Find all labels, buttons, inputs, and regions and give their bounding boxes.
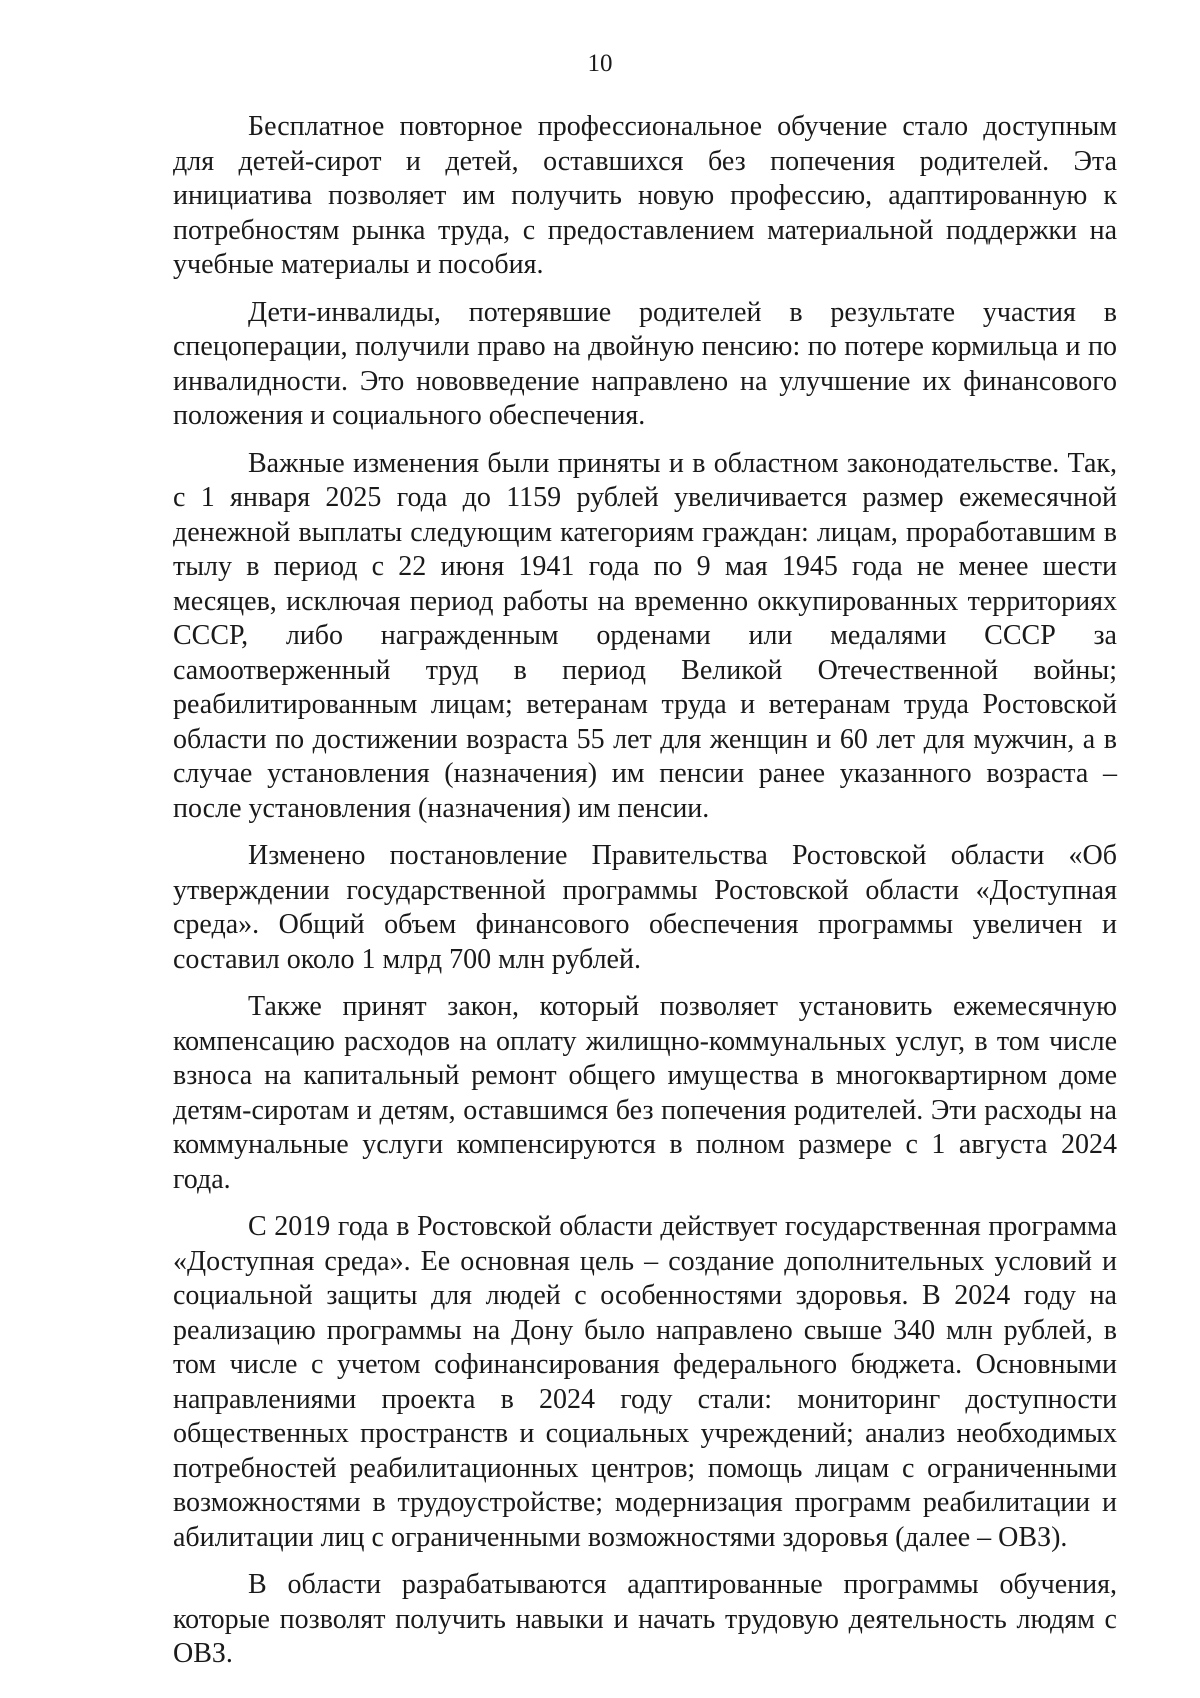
paragraph-accessible-environment-program: С 2019 года в Ростовской области действует государственная программа «Доступная среда». Ее основная цель – создание дополнительных условий и социальной защиты для людей с особенностями здоровья. В 2024 году на реализацию программы на Дону было направлено свыше 340 млн рублей, в том числе с учетом софинансирования федерального бюджета. Основными направлениями проекта в 2024 году стали: мониторинг доступности общественных пространств и социальных учреждений; анализ необходимых потребностей реабилитационных центров; помощь лицам с ограниченными возможностями в трудоустройстве; модернизация программ реабилитации и абилитации лиц с ограниченными возможностями здоровья (далее – ОВЗ). [173,1211,1117,1553]
paragraph-regional-legislation: Важные изменения были приняты и в областном законодательстве. Так, с 1 января 2025 года до 1159 рублей увеличивается размер ежемесячной денежной выплаты следующим категориям граждан: лицам, проработавшим в тылу в период с 22 июня 1941 года по 9 мая 1945 года не менее шести месяцев, исключая период работы на временно оккупированных территориях СССР, либо награжденным орденами или медалями СССР за самоотверженный труд в период Великой Отечественной войны; реабилитированным лицам; ветеранам труда и ветеранам труда Ростовской области по достижении возраста 55 лет для женщин и 60 лет для мужчин, а в случае установления (назначения) им пенсии ранее указанного возраста – после установления (назначения) им пенсии. [173,447,1117,824]
paragraph-adapted-education: В области разрабатываются адаптированные программы обучения, которые позволят получить навыки и начать трудовую деятельность людям с ОВЗ. [173,1569,1117,1669]
document-body [173,110,1117,1685]
page-number: 10 [587,50,613,77]
paragraph-accessible-environment-resolution: Изменено постановление Правительства Ростовской области «Об утверждении государственной программы Ростовской области «Доступная среда». Общий объем финансового обеспечения программы увеличен и составил около 1 млрд 700 млн рублей. [173,840,1117,975]
paragraph-double-pension: Дети-инвалиды, потерявшие родителей в результате участия в спецоперации, получили право на двойную пенсию: по потере кормильца и по инвалидности. Это нововведение направлено на улучшение их финансового положения и социального обеспечения. [173,296,1117,431]
paragraph-orphan-retraining: Бесплатное повторное профессиональное обучение стало доступным для детей-сирот и детей, оставшихся без попечения родителей. Эта инициатива позволяет им получить новую профессию, адаптированную к потребностям рынка труда, с предоставлением материальной поддержки на учебные материалы и пособия. [173,111,1117,280]
paragraph-housing-compensation: Также принят закон, который позволяет установить ежемесячную компенсацию расходов на оплату жилищно-коммунальных услуг, в том числе взноса на капитальный ремонт общего имущества в многоквартирном доме детям-сиротам и детям, оставшимся без попечения родителей. Эти расходы на коммунальные услуги компенсируются в полном размере с 1 августа 2024 года. [173,991,1117,1195]
